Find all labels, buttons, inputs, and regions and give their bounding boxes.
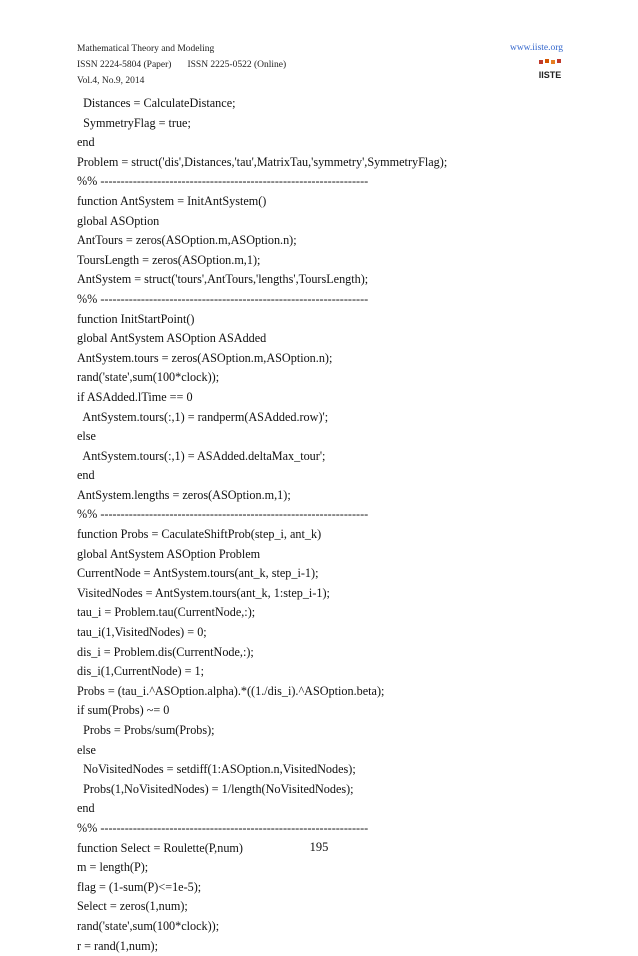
code-line: Probs(1,NoVisitedNodes) = 1/length(NoVisitedNodes); <box>77 781 354 796</box>
code-listing <box>77 94 567 956</box>
code-line: %% ------------------------------------------------------------------ <box>77 820 369 835</box>
issn-paper: ISSN 2224-5804 (Paper) <box>77 60 172 70</box>
code-line: m = length(P); <box>77 860 149 875</box>
code-line: function Select = Roulette(P,num) <box>77 840 243 855</box>
code-line: %% ------------------------------------------------------------------ <box>77 507 369 522</box>
journal-title: Mathematical Theory and Modeling <box>77 44 215 54</box>
iiste-logo <box>536 58 564 84</box>
code-line: function Probs = CaculateShiftProb(step_i, ant_k) <box>77 527 322 542</box>
code-line: dis_i = Problem.dis(CurrentNode,:); <box>77 644 254 659</box>
code-line: Probs = Probs/sum(Probs); <box>77 723 215 737</box>
code-line: end <box>77 468 95 483</box>
volume-info: Vol.4, No.9, 2014 <box>77 76 145 86</box>
code-line: if sum(Probs) ~= 0 <box>77 703 170 718</box>
code-line: AntSystem.lengths = zeros(ASOption.m,1); <box>77 487 291 502</box>
code-line: Distances = CalculateDistance; <box>77 96 236 110</box>
code-line: end <box>77 801 95 816</box>
code-line: NoVisitedNodes = setdiff(1:ASOption.n,VisitedNodes); <box>77 762 356 777</box>
code-line: SymmetryFlag = true; <box>77 115 191 130</box>
code-line: AntSystem.tours(:,1) = ASAdded.deltaMax_tour'; <box>77 448 326 463</box>
journal-url-link[interactable]: www.iiste.org <box>509 43 563 53</box>
code-line: rand('state',sum(100*clock)); <box>77 918 220 933</box>
code-line: rand('state',sum(100*clock)); <box>77 370 220 385</box>
issn-online: ISSN 2225-0522 (Online) <box>187 60 287 70</box>
code-line: global AntSystem ASOption Problem <box>77 546 261 561</box>
code-line: tau_i(1,VisitedNodes) = 0; <box>77 625 207 640</box>
code-line: function AntSystem = InitAntSystem() <box>77 193 267 208</box>
code-line: if ASAdded.lTime == 0 <box>77 389 193 404</box>
issn-line <box>77 59 286 71</box>
code-line: %% ------------------------------------------------------------------ <box>77 174 369 189</box>
code-line: Probs = (tau_i.^ASOption.alpha).*((1./dis_i).^ASOption.beta); <box>77 683 385 698</box>
code-line: %% ------------------------------------------------------------------ <box>77 291 369 306</box>
code-line: else <box>77 742 96 757</box>
code-line: AntSystem = struct('tours',AntTours,'lengths',ToursLength); <box>77 272 369 287</box>
code-line: VisitedNodes = AntSystem.tours(ant_k, 1:step_i-1); <box>77 585 330 600</box>
code-line: r = rand(1,num); <box>77 938 158 953</box>
code-line: function InitStartPoint() <box>77 311 195 326</box>
code-line: flag = (1-sum(P)<=1e-5); <box>77 879 202 894</box>
code-line: global ASOption <box>77 213 160 228</box>
code-line: tau_i = Problem.tau(CurrentNode,:); <box>77 605 256 620</box>
code-line: AntTours = zeros(ASOption.m,ASOption.n); <box>77 233 297 248</box>
code-line: CurrentNode = AntSystem.tours(ant_k, step_i-1); <box>77 566 319 581</box>
code-line: AntSystem.tours = zeros(ASOption.m,ASOption.n); <box>77 350 333 365</box>
code-line: end <box>77 135 95 150</box>
page-number: 195 <box>309 840 329 854</box>
svg-text:IISTE: IISTE <box>538 70 562 80</box>
code-line: Select = zeros(1,num); <box>77 899 188 914</box>
code-line: Problem = struct('dis',Distances,'tau',MatrixTau,'symmetry',SymmetryFlag); <box>77 154 448 169</box>
code-line: ToursLength = zeros(ASOption.m,1); <box>77 252 261 267</box>
code-line: global AntSystem ASOption ASAdded <box>77 331 267 346</box>
code-line: else <box>77 429 96 444</box>
code-line: dis_i(1,CurrentNode) = 1; <box>77 664 205 679</box>
code-line: AntSystem.tours(:,1) = randperm(ASAdded.row)'; <box>77 409 329 424</box>
